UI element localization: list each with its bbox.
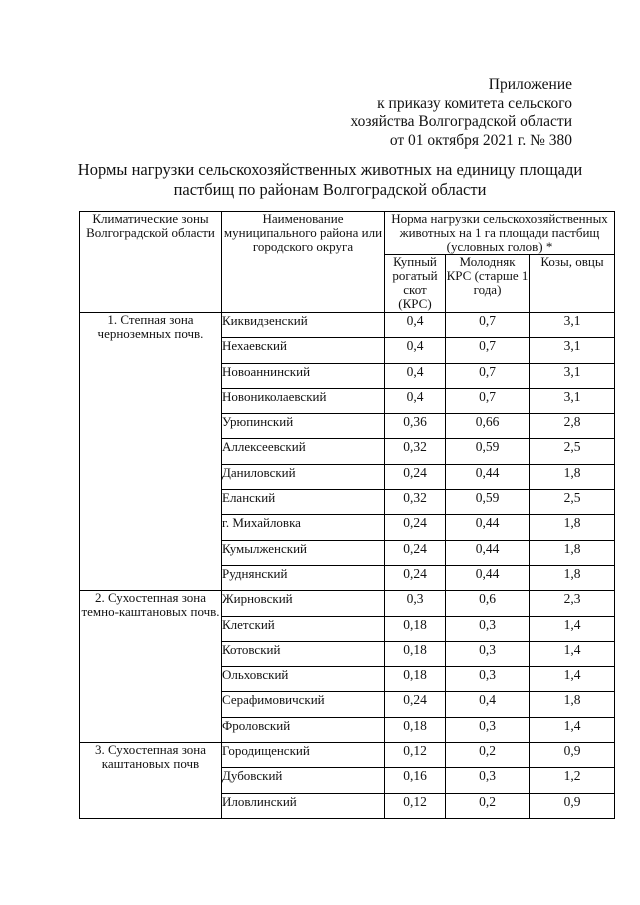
header-young-cattle: Молодняк КРС (старше 1 года) [446, 255, 530, 313]
cattle-norm-cell: 0,18 [385, 667, 446, 692]
district-cell: Даниловский [222, 464, 385, 489]
cattle-norm-cell: 0,18 [385, 616, 446, 641]
young-cattle-norm-cell: 0,7 [446, 388, 530, 413]
norms-table [79, 211, 615, 819]
young-cattle-norm-cell: 0,3 [446, 717, 530, 742]
goats-sheep-norm-cell: 2,3 [530, 591, 615, 616]
district-cell: Руднянский [222, 565, 385, 590]
young-cattle-norm-cell: 0,4 [446, 692, 530, 717]
district-cell: Аллексеевский [222, 439, 385, 464]
goats-sheep-norm-cell: 1,8 [530, 565, 615, 590]
district-cell: Киквидзенский [222, 313, 385, 338]
young-cattle-norm-cell: 0,7 [446, 338, 530, 363]
title-line: Нормы нагрузки сельскохозяйственных животных на единицу площади [77, 160, 583, 179]
cattle-norm-cell: 0,4 [385, 338, 446, 363]
district-cell: Урюпинский [222, 414, 385, 439]
young-cattle-norm-cell: 0,2 [446, 793, 530, 818]
appendix-line: к приказу комитета сельского [377, 94, 572, 112]
cattle-norm-cell: 0,18 [385, 641, 446, 666]
header-zone: Климатические зоны Волгоградской области [80, 212, 222, 313]
young-cattle-norm-cell: 0,3 [446, 768, 530, 793]
goats-sheep-norm-cell: 1,2 [530, 768, 615, 793]
goats-sheep-norm-cell: 1,8 [530, 464, 615, 489]
district-cell: Клетский [222, 616, 385, 641]
table-row [80, 313, 615, 338]
document-title [60, 160, 600, 200]
table-header-row [80, 212, 615, 255]
header-cattle: Купный рогатый скот (КРС) [385, 255, 446, 313]
cattle-norm-cell: 0,4 [385, 313, 446, 338]
goats-sheep-norm-cell: 1,8 [530, 692, 615, 717]
goats-sheep-norm-cell: 1,8 [530, 540, 615, 565]
young-cattle-norm-cell: 0,44 [446, 515, 530, 540]
district-cell: Серафимовичский [222, 692, 385, 717]
cattle-norm-cell: 0,18 [385, 717, 446, 742]
goats-sheep-norm-cell: 0,9 [530, 793, 615, 818]
young-cattle-norm-cell: 0,3 [446, 616, 530, 641]
young-cattle-norm-cell: 0,7 [446, 363, 530, 388]
cattle-norm-cell: 0,4 [385, 363, 446, 388]
district-cell: Котовский [222, 641, 385, 666]
goats-sheep-norm-cell: 1,4 [530, 616, 615, 641]
cattle-norm-cell: 0,24 [385, 565, 446, 590]
young-cattle-norm-cell: 0,3 [446, 667, 530, 692]
zone-name-cell: 1. Степная зона черноземных почв. [80, 313, 222, 591]
district-cell: Ольховский [222, 667, 385, 692]
cattle-norm-cell: 0,32 [385, 490, 446, 515]
cattle-norm-cell: 0,4 [385, 388, 446, 413]
district-cell: Кумылженский [222, 540, 385, 565]
district-cell: г. Михайловка [222, 515, 385, 540]
district-cell: Жирновский [222, 591, 385, 616]
cattle-norm-cell: 0,24 [385, 540, 446, 565]
table-row [80, 743, 615, 768]
goats-sheep-norm-cell: 3,1 [530, 388, 615, 413]
zone-name-cell: 2. Сухостепная зона темно-каштановых почв. [80, 591, 222, 743]
district-cell: Дубовский [222, 768, 385, 793]
cattle-norm-cell: 0,12 [385, 743, 446, 768]
young-cattle-norm-cell: 0,7 [446, 313, 530, 338]
district-cell: Городищенский [222, 743, 385, 768]
young-cattle-norm-cell: 0,44 [446, 540, 530, 565]
district-cell: Новониколаевский [222, 388, 385, 413]
title-line: пастбищ по районам Волгоградской области [173, 180, 487, 199]
header-goats-sheep: Козы, овцы [530, 255, 615, 313]
zone-name-cell: 3. Сухостепная зона каштановых почв [80, 743, 222, 819]
goats-sheep-norm-cell: 3,1 [530, 363, 615, 388]
cattle-norm-cell: 0,24 [385, 515, 446, 540]
cattle-norm-cell: 0,24 [385, 692, 446, 717]
goats-sheep-norm-cell: 2,8 [530, 414, 615, 439]
cattle-norm-cell: 0,24 [385, 464, 446, 489]
appendix-line: хозяйства Волгоградской области [350, 113, 572, 130]
young-cattle-norm-cell: 0,59 [446, 439, 530, 464]
goats-sheep-norm-cell: 3,1 [530, 338, 615, 363]
header-norm: Норма нагрузки сельскохозяйственных животных на 1 га площади пастбищ (условных голов) * [385, 212, 615, 255]
appendix-block [350, 76, 572, 150]
goats-sheep-norm-cell: 2,5 [530, 439, 615, 464]
goats-sheep-norm-cell: 3,1 [530, 313, 615, 338]
table-body [80, 313, 615, 819]
young-cattle-norm-cell: 0,6 [446, 591, 530, 616]
appendix-line: от 01 октября 2021 г. № 380 [389, 131, 572, 149]
cattle-norm-cell: 0,3 [385, 591, 446, 616]
district-cell: Еланский [222, 490, 385, 515]
goats-sheep-norm-cell: 1,4 [530, 717, 615, 742]
goats-sheep-norm-cell: 1,8 [530, 515, 615, 540]
young-cattle-norm-cell: 0,3 [446, 641, 530, 666]
cattle-norm-cell: 0,16 [385, 768, 446, 793]
goats-sheep-norm-cell: 2,5 [530, 490, 615, 515]
goats-sheep-norm-cell: 1,4 [530, 641, 615, 666]
district-cell: Фроловский [222, 717, 385, 742]
header-district: Наименование муниципального района или городского округа [222, 212, 385, 313]
young-cattle-norm-cell: 0,44 [446, 464, 530, 489]
young-cattle-norm-cell: 0,59 [446, 490, 530, 515]
appendix-line: Приложение [488, 76, 572, 93]
young-cattle-norm-cell: 0,2 [446, 743, 530, 768]
goats-sheep-norm-cell: 0,9 [530, 743, 615, 768]
goats-sheep-norm-cell: 1,4 [530, 667, 615, 692]
district-cell: Новоаннинский [222, 363, 385, 388]
table-row [80, 591, 615, 616]
cattle-norm-cell: 0,32 [385, 439, 446, 464]
young-cattle-norm-cell: 0,66 [446, 414, 530, 439]
cattle-norm-cell: 0,12 [385, 793, 446, 818]
district-cell: Нехаевский [222, 338, 385, 363]
cattle-norm-cell: 0,36 [385, 414, 446, 439]
district-cell: Иловлинский [222, 793, 385, 818]
young-cattle-norm-cell: 0,44 [446, 565, 530, 590]
